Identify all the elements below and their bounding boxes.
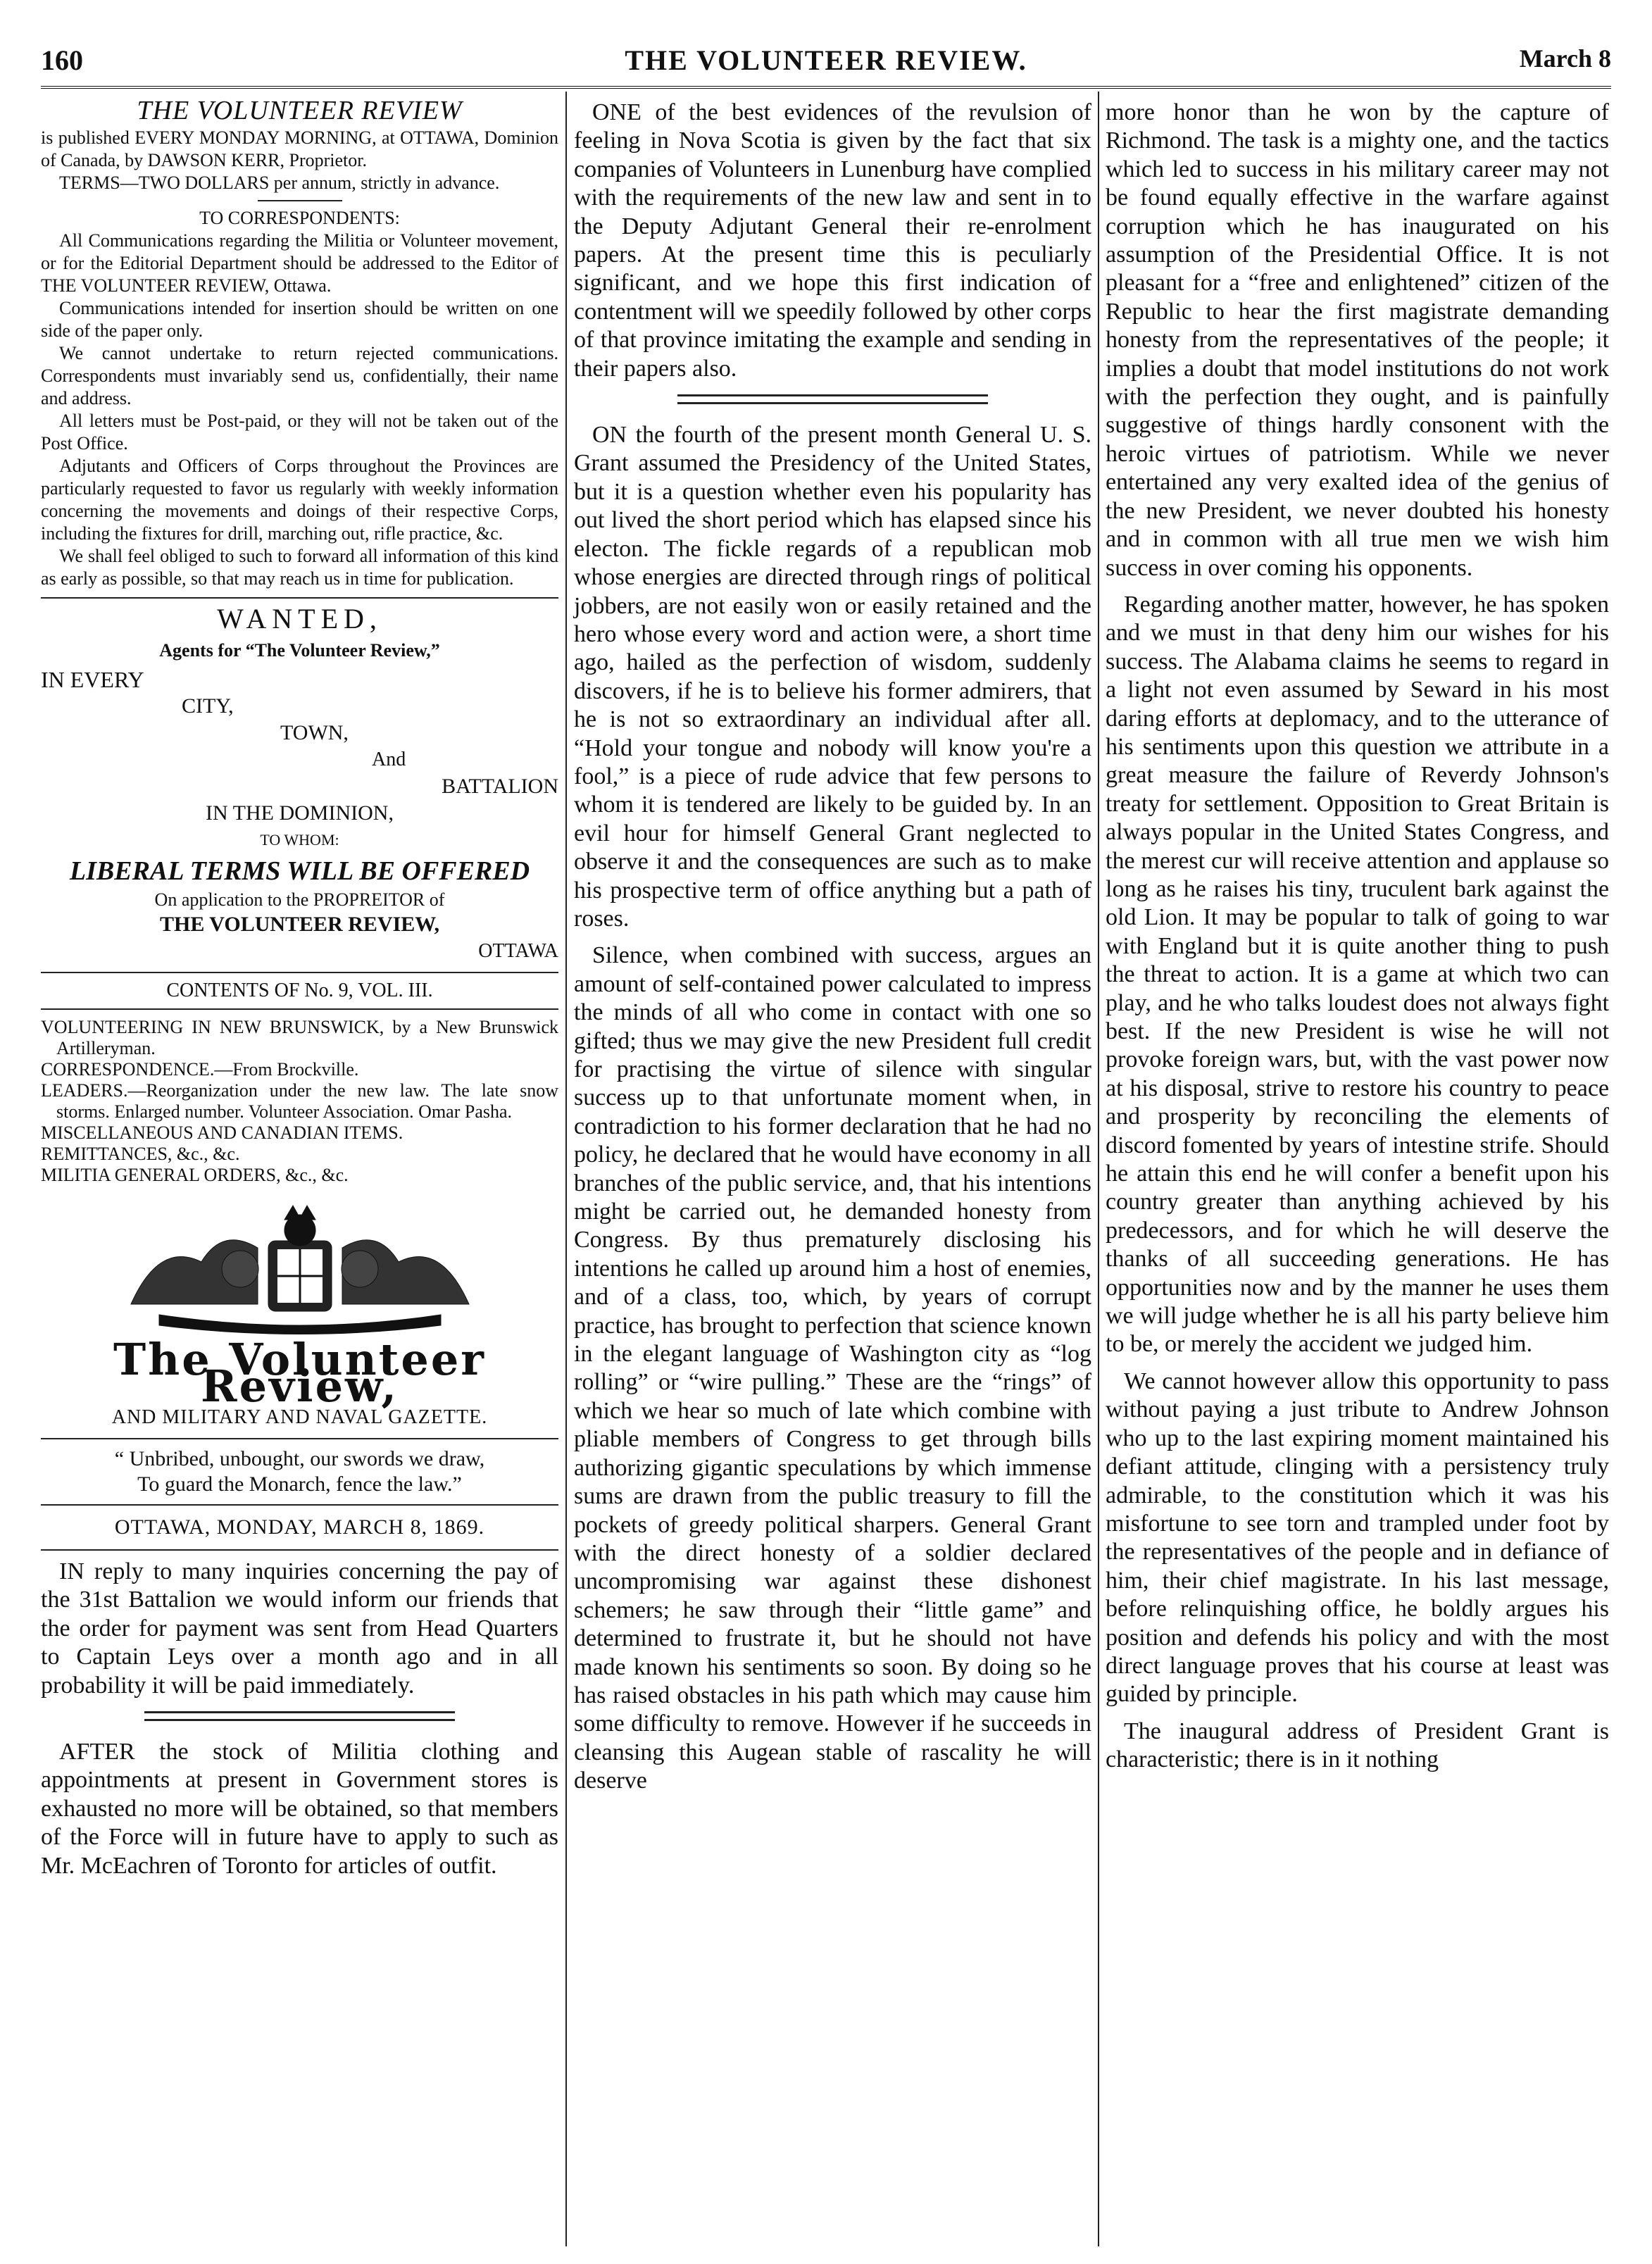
contents-box [41, 980, 558, 1186]
battalion: BATTALION [442, 775, 558, 798]
and: And [372, 749, 406, 770]
publish-info: is published EVERY MONDAY MORNING, at OTTAWA, Dominion of Canada, by DAWSON KERR, Proprietor. [41, 127, 558, 170]
motto-line: To guard the Monarch, fence the law.” [137, 1472, 462, 1496]
ottawa: OTTAWA [478, 940, 558, 962]
column-divider [565, 92, 567, 2246]
divider [41, 1504, 558, 1506]
town: TOWN, [280, 721, 349, 744]
article-paragraph: Silence, when combined with success, argues an amount of self-contained power calculated to impress the minds of all who come in contact with one so gifted; thus we may give the new President full credit for practising the virtue of silence with singular success up to that unfortunate moment when, in contradiction to his former declaration that he had no policy, he declared that he would have economy in all branches of the public service, and, that his intentions might be carried out, he demanded honesty from Congress. By thus prematurely disclosing his intentions he called up around him a host of enemies, and of a class, too, which, by years of corrupt practice, has brought to perfection that science known in the elegant language of Washington city as “log rolling” or “wire pulling.” These are the “rings” of which we hear so much of late which combine with pliable members of Congress to get through bills authorizing gigantic speculations by which immense sums are drawn from the public treasury to fill the pockets of greedy political sharpers. General Grant with the direct honesty of a soldier declared uncompromising war against these dishonest schemers; he saw through their “little game” and determined to frustrate it, but he should not have made known his sentiments so soon. By doing so he has raised obstacles in his path which may cause him some difficulty to remove. However if he succeeds in cleansing this Augean stable of rascality he will deserve [574, 942, 1091, 1794]
dateline: OTTAWA, MONDAY, MARCH 8, 1869. [114, 1515, 485, 1539]
review-name: THE VOLUNTEER REVIEW, [159, 913, 440, 936]
contents-item: MISCELLANEOUS AND CANADIAN ITEMS. [41, 1122, 403, 1143]
article-paragraph: IN reply to many inquiries concerning the pay of the 31st Battalion we would inform our friends that the order for payment was sent from Head Quarters to Captain Leys over a month ago and in all probability it will be paid immediately. [41, 1558, 558, 1699]
column-middle [574, 99, 1091, 1804]
liberal-terms: LIBERAL TERMS WILL BE OFFERED [69, 856, 530, 886]
article-paragraph: AFTER the stock of Militia clothing and appointments at present in Government stores is exhausted no more will be obtained, so that members of the Force will in future have to apply to such as Mr. McEachren of Toronto for articles of outfit. [41, 1739, 558, 1879]
contents-item: REMITTANCES, &c., &c. [41, 1144, 240, 1164]
article-paragraph: The inaugural address of President Grant is characteristic; there is in it nothing [1106, 1718, 1609, 1773]
column-divider [1098, 92, 1099, 2246]
section-divider [677, 394, 988, 404]
gazette-subtitle: AND MILITARY AND NAVAL GAZETTE. [111, 1406, 488, 1428]
wanted-heading: WANTED, [217, 603, 382, 634]
column-right [1106, 99, 1609, 1783]
notice: All letters must be Post-paid, or they will not be taken out of the Post Office. [41, 411, 558, 454]
page-number: 160 [41, 44, 83, 76]
divider [41, 1438, 558, 1439]
notice: All Communications regarding the Militia or Volunteer movement, or for the Editorial Department should be addressed to the Editor of THE VOLUNTEER REVIEW, Ottawa. [41, 230, 558, 296]
on-application: On application to the PROPREITOR of [154, 889, 445, 910]
motto [41, 1446, 558, 1497]
article-paragraph: more honor than he won by the capture of Richmond. The task is a mighty one, and the tactics which led to success in his military career may not be found equally effective in the warfare against corruption which he has inaugurated on his assumption of the Presidential Office. It is not pleasant for a “free and enlightened” citizen of the Republic to hear the first magistrate demanding honesty from the representatives of the people; it implies a doubt that model institutions do not work with the perfection they ought, and is painfully suggestive of things hardly consonent with the heroic virtues of patriotism. While we never entertained any very exalted idea of the genius of the new President, we never doubted his honesty and in common with all true men we wish him success in over coming his opponents. [1106, 99, 1609, 581]
divider [41, 1549, 558, 1551]
running-title: THE VOLUNTEER REVIEW. [625, 44, 1027, 76]
notice: We shall feel obliged to such to forward all information of this kind as early as possible, so that may reach us in time for publication. [41, 546, 558, 589]
article-paragraph: We cannot however allow this opportunity to pass without paying a just tribute to Andrew Johnson who up to the last expiring moment maintained his defiant attitude, clinging with a persistency truly admirable, to the constitution which it was his misfortune to see torn and trampled under foot by the representatives of the people and in defiance of him, their chief magistrate. In his last message, before relinquishing office, he boldly argues his position and defends his policy and with the most direct language proves that his course at least was guided by principle. [1106, 1368, 1609, 1708]
contents-item: LEADERS.—Reorganization under the new law. The late snow storms. Enlarged number. Volunteer Association. Omar Pasha. [41, 1080, 558, 1122]
notice: Adjutants and Officers of Corps throughout the Provinces are particularly requested to favor us regularly with weekly information concerning the movements and doings of their respective Corps, including the fixtures for drill, marching out, rifle practice, &c. [41, 456, 558, 544]
divider [41, 597, 558, 599]
correspondents-heading: TO CORRESPONDENTS: [199, 208, 400, 228]
contents-item: VOLUNTEERING IN NEW BRUNSWICK, by a New Brunswick Artilleryman. [41, 1017, 558, 1058]
notice: We cannot undertake to return rejected communications. Correspondents must invariably send us, confidentially, their name and address. [41, 343, 558, 408]
correspondents-notices [41, 230, 558, 590]
city: CITY, [182, 694, 234, 718]
article-paragraph: ONE of the best evidences of the revulsion of feeling in Nova Scotia is given by the fact that six companies of Volunteers in Lunenburg have complied with the requirements of the new law and sent in to the Deputy Adjutant General their re-enrolment papers. At the present time this is peculiarly significant, and we hope this first indication of contentment will we speedily followed by other corps of that province imitating the example and sending in their papers also. [574, 99, 1091, 382]
masthead-title: THE VOLUNTEER REVIEW [137, 96, 463, 125]
agents-line: Agents for “The Volunteer Review,” [159, 640, 440, 661]
issue-date: March 8 [1519, 44, 1611, 73]
in-every: IN EVERY [41, 667, 144, 692]
page-header [41, 35, 1611, 85]
terms: TERMS—TWO DOLLARS per annum, strictly in advance. [59, 173, 500, 193]
divider [41, 1008, 558, 1010]
contents-item: MILITIA GENERAL ORDERS, &c., &c. [41, 1165, 349, 1185]
divider [41, 972, 558, 973]
section-divider [144, 1711, 455, 1721]
notice: Communications intended for insertion should be written on one side of the paper only. [41, 298, 558, 341]
to-whom: TO WHOM: [260, 831, 339, 849]
article-paragraph: Regarding another matter, however, he has spoken and we must in that deny him our wishes for his success. The Alabama claims he seems to regard in a light not even assumed by Seward in his most daring efforts at deplomacy, and to the utterance of his sentiments upon this question we attribute in a great measure the failure of Reverdy Johnson's treaty for settlement. Opposition to Great Britain is always popular in the United States Congress, and the merest cur will receive attention and applause so long as he raises his tiny, truculent bark against the old Lion. It may be popular to talk of going to war with England but it is quite another thing to push the threat to action. It is a game at which two can play, and he who talks loudest does not always fight best. If the new President is wise he will not provoke foreign wars, but, with the vast power now at his disposal, strive to restore his country to peace and prosperity by reconciling the elements of discord fomented by years of intestine strife. Should he attain this end he will confer a benefit upon his country greater than anything achieved by his predecessors, and for which he will deserve the thanks of all succeeding generations. He has opportunities now and by the manner he uses them we will judge whether he is all his party believe him to be, or merely the accident we judged him. [1106, 591, 1609, 1358]
in-dominion: IN THE DOMINION, [206, 801, 394, 825]
divider [258, 200, 342, 201]
column-left [41, 93, 558, 1889]
contents-heading: CONTENTS OF No. 9, VOL. III. [166, 980, 433, 1001]
masthead-gothic-title: The Volunteer Review, [113, 1334, 486, 1412]
motto-line: “ Unbribed, unbought, our swords we draw, [114, 1447, 485, 1470]
contents-item: CORRESPONDENCE.—From Brockville. [41, 1059, 359, 1080]
article-paragraph: ON the fourth of the present month General U. S. Grant assumed the Presidency of the United States, but it is a question whether even his popularity has out lived the short period which has elapsed since his electon. The fickle regards of a republican mob whose energies are directed through rings of political jobbers, are not easily won or easily retained and the hero whose every word and action were, a short time ago, hailed as the perfection of wisdom, suddenly discovers, if he is to believe his former admirers, that he is not so extraordinary an individual after all. “Hold your tongue and nobody will know you're a fool,” is a piece of rude advice that few persons to whom it is tendered are likely to be guided by. In an evil hour for himself General Grant neglected to observe it and the consequences are such as to make his prospective term of office anything but a path of roses. [574, 422, 1091, 932]
royal-coat-of-arms-emblem [117, 1199, 483, 1339]
header-rule [41, 86, 1611, 89]
